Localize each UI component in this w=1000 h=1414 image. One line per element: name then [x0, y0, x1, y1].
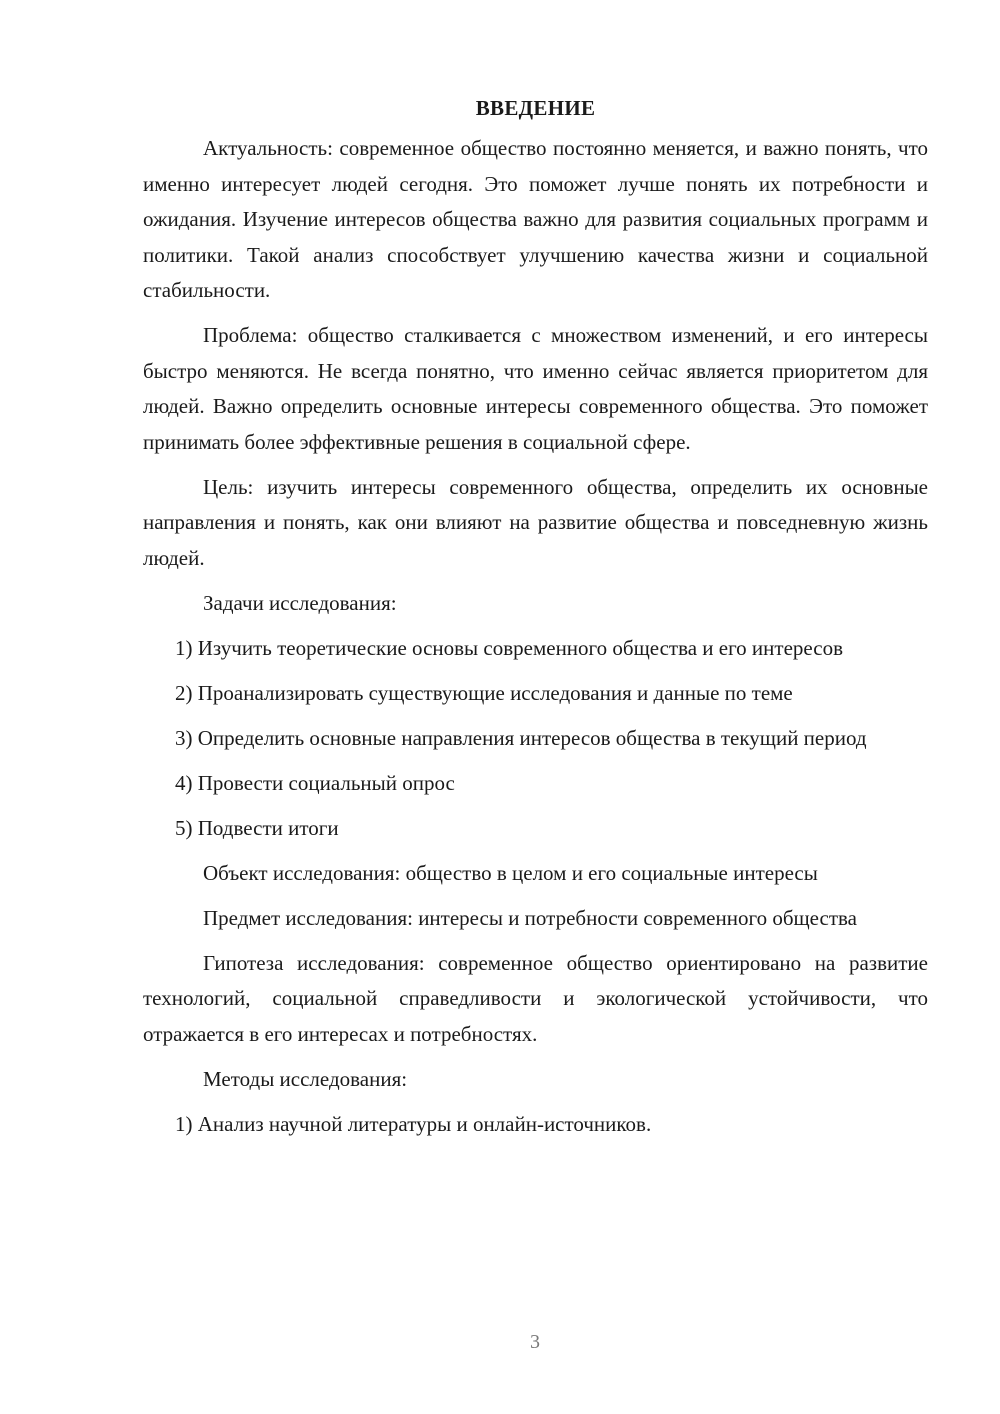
task-item-2: 2) Проанализировать существующие исследования и данные по теме	[175, 680, 793, 705]
paragraph-goal: Цель: изучить интересы современного общества, определить их основные направления и понять, как они влияют на развитие общества и повседневную жизнь людей.	[143, 474, 928, 570]
page-title: ВВЕДЕНИЕ	[475, 96, 596, 120]
paragraph-object: Объект исследования: общество в целом и его социальные интересы	[203, 860, 818, 885]
tasks-heading: Задачи исследования:	[203, 590, 397, 615]
task-item-4: 4) Провести социальный опрос	[175, 770, 455, 795]
task-item-3: 3) Определить основные направления интересов общества в текущий период	[175, 725, 867, 750]
task-item-1: 1) Изучить теоретические основы современного общества и его интересов	[175, 635, 843, 660]
task-item-5: 5) Подвести итоги	[175, 815, 339, 840]
paragraph-problem: Проблема: общество сталкивается с множеством изменений, и его интересы быстро меняются. Не всегда понятно, что именно сейчас является приоритетом для людей. Важно определить основные интересы современного общества. Это поможет принимать более эффективные решения в социальной сфере.	[143, 323, 928, 454]
paragraph-subject: Предмет исследования: интересы и потребности современного общества	[203, 905, 857, 930]
paragraph-hypothesis: Гипотеза исследования: современное общество ориентировано на развитие технологий, социальной справедливости и экологической устойчивости, что отражается в его интересах и потребностях.	[143, 950, 928, 1046]
page-number: 3	[530, 1331, 540, 1353]
document-page	[143, 90, 928, 1152]
methods-heading: Методы исследования:	[203, 1066, 408, 1091]
method-item-1: 1) Анализ научной литературы и онлайн-источников.	[175, 1111, 652, 1136]
paragraph-relevance: Актуальность: современное общество постоянно меняется, и важно понять, что именно интересует людей сегодня. Это поможет лучше понять их потребности и ожидания. Изучение интересов общества важно для развития социальных программ и политики. Такой анализ способствует улучшению качества жизни и социальной стабильности.	[143, 136, 928, 302]
